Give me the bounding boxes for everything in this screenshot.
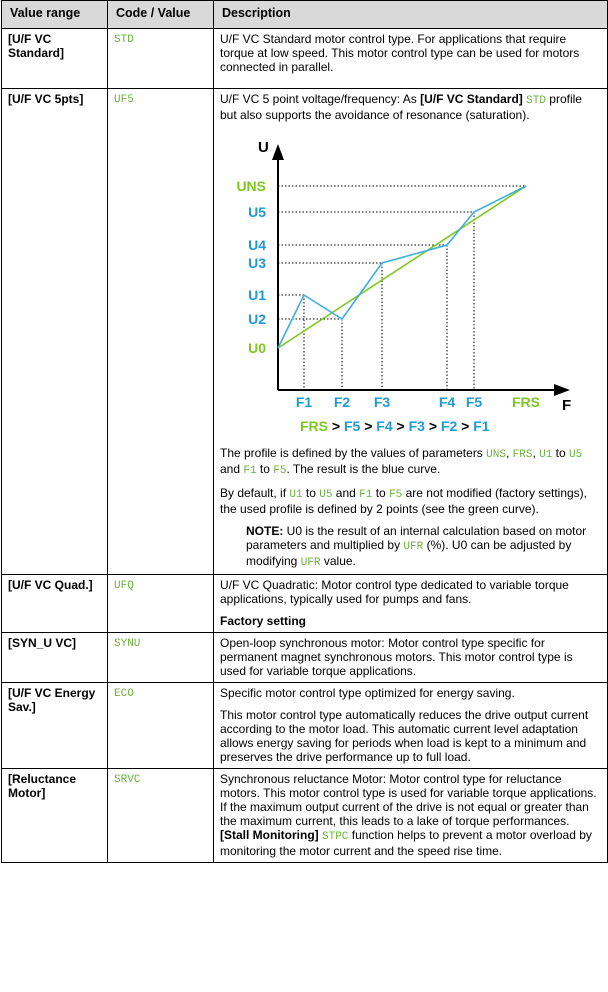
table-row: [2, 29, 608, 89]
f-axis-arrow: [554, 384, 570, 396]
value-range-cell: [U/F VC 5pts]: [2, 89, 108, 575]
description-cell: Open-loop synchronous motor: Motor control type specific for permanent magnet synchronous motors. This motor control type is used for variable torque applications.: [214, 633, 608, 683]
table-row: [2, 769, 608, 863]
code-cell: SYNU: [108, 633, 214, 683]
uf-profile-diagram: [220, 138, 580, 438]
label-f3: F3: [373, 394, 391, 410]
value-range-cell: [U/F VC Standard]: [2, 29, 108, 89]
value-range-cell: [U/F VC Quad.]: [2, 575, 108, 633]
f-axis-label: F: [562, 397, 572, 414]
value-range-cell: [SYN_U VC]: [2, 633, 108, 683]
label-u3: U3: [248, 255, 266, 271]
description-paragraph: Specific motor control type optimized for energy saving.: [220, 686, 515, 700]
label-f1: F1: [295, 394, 313, 410]
description-cell: U/F VC Standard motor control type. For applications that require torque at low speed. This motor control type can be used for motors connected in parallel.: [214, 29, 608, 89]
code-cell: STD: [108, 29, 214, 89]
label-u0: U0: [248, 340, 266, 356]
table-row: [2, 89, 608, 575]
description-paragraph: The profile is defined by the values of parameters UNS, FRS, U1 to U5 and F1 to F5. The result is the blue curve.: [220, 446, 583, 477]
table-row: [2, 633, 608, 683]
value-range-cell: [Reluctance Motor]: [2, 769, 108, 863]
code-cell: ECO: [108, 683, 214, 769]
u-axis-arrow: [272, 144, 284, 160]
description-cell: [214, 89, 608, 575]
table-row: [2, 683, 608, 769]
table-row: [2, 575, 608, 633]
u-axis-label: U: [258, 139, 269, 156]
parameter-table: [1, 0, 608, 863]
value-range-cell: [U/F VC Energy Sav.]: [2, 683, 108, 769]
guide-lines: [278, 186, 526, 390]
label-u2: U2: [248, 311, 266, 327]
note-paragraph: NOTE: U0 is the result of an internal calculation based on motor parameters and multiplied by UFR (%). U0 can be adjusted by modifying UFR value.: [246, 524, 587, 569]
header-code-value: Code / Value: [108, 1, 214, 29]
code-cell: UF5: [108, 89, 214, 575]
label-u5: U5: [248, 204, 266, 220]
label-u4: U4: [248, 237, 266, 253]
description-cell: Synchronous reluctance Motor: Motor control type for reluctance motors. This motor control type is used for variable torque applications. If the maximum output current of the drive is not equal or greater than the maximum current, this leads to a lake of torque performances. [Stall Monitoring] STPC function helps to prevent a motor overload by monitoring the motor current and the speed rise time.: [214, 769, 608, 863]
label-f2: F2: [333, 394, 351, 410]
description-paragraph: U/F VC 5 point voltage/frequency: As [U/F VC Standard] STD profile but also supports the avoidance of resonance (saturation).: [220, 92, 582, 122]
code-cell: SRVC: [108, 769, 214, 863]
label-f5: F5: [465, 394, 483, 410]
table-header-row: [2, 1, 608, 29]
label-uns: UNS: [236, 178, 266, 194]
green-curve: [278, 186, 526, 348]
header-value-range: Value range: [2, 1, 108, 29]
description-cell: [214, 683, 608, 769]
code-cell: UFQ: [108, 575, 214, 633]
description-paragraph: U/F VC Quadratic: Motor control type dedicated to variable torque applications, typically used for pumps and fans.: [220, 578, 569, 606]
header-description: Description: [214, 1, 608, 29]
label-u1: U1: [248, 287, 266, 303]
description-cell: [214, 575, 608, 633]
label-frs: FRS: [512, 394, 540, 410]
label-f4: F4: [438, 394, 456, 410]
factory-setting-label: Factory setting: [220, 614, 307, 628]
description-paragraph: This motor control type automatically reduces the drive output current according to the motor load. This automatic current level adaptation allows energy saving for periods when load is kept to a minimum and preserves the drive performance up to full load.: [220, 708, 589, 764]
description-paragraph: By default, if U1 to U5 and F1 to F5 are not modified (factory settings), the used profile is defined by 2 points (see the green curve).: [220, 486, 588, 516]
frequency-order: FRS > F5 > F4 > F3 > F2 > F1: [300, 418, 490, 434]
